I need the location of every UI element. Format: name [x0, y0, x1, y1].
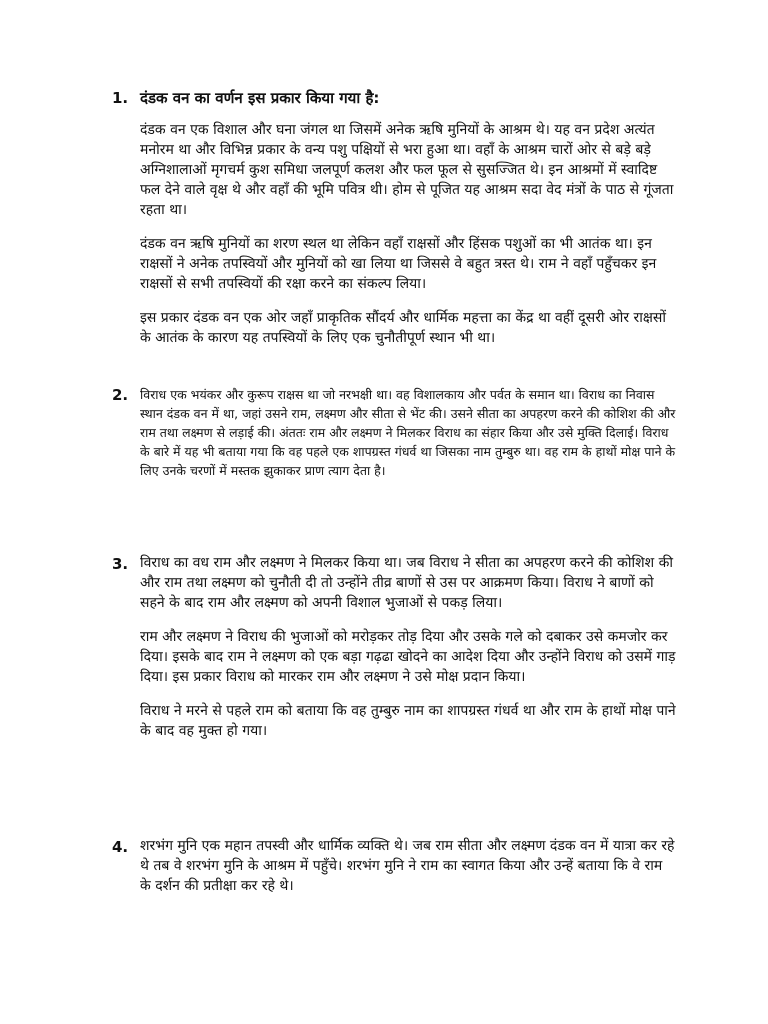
item-body	[140, 86, 676, 348]
section-heading: दंडक वन का वर्णन इस प्रकार किया गया है:	[140, 89, 380, 107]
item-number: 1.	[112, 89, 129, 107]
item-number: 3.	[112, 555, 129, 573]
paragraph: शरभंग मुनि एक महान तपस्वी और धार्मिक व्यक्ति थे। जब राम सीता और लक्ष्मण दंडक वन में यात्रा कर रहे थे तब वे शरभंग मुनि के आश्रम में पहुँचे। शरभंग मुनि ने राम का स्वागत किया और उन्हें बताया कि वे राम के दर्शन की प्रतीक्षा कर रहे थे।	[140, 838, 675, 894]
paragraph: विराध ने मरने से पहले राम को बताया कि वह तुम्बुरु नाम का शापग्रस्त गंधर्व था और राम के हाथों मोक्ष पाने के बाद वह मुक्त हो गया।	[140, 703, 676, 739]
item-number: 2.	[112, 386, 129, 404]
paragraph: इस प्रकार दंडक वन एक ओर जहाँ प्राकृतिक सौंदर्य और धार्मिक महत्ता का केंद्र था वहीं दूसरी ओर राक्षसों के आतंक के कारण यह तपस्वियों के लिए एक चुनौतीपूर्ण स्थान भी था।	[140, 310, 666, 346]
paragraph: दंडक वन एक विशाल और घना जंगल था जिसमें अनेक ऋषि मुनियों के आश्रम थे। यह वन प्रदेश अत्यंत मनोरम था और विभिन्न प्रकार के वन्य पशु पक्षियों से भरा हुआ था। वहाँ के आश्रम चारों ओर से बड़े बड़े अग्निशालाओं मृगचर्म कुश समिधा जलपूर्ण कलश और फल फूल से सुसज्जित थे। इन आश्रमों में स्वादिष्ट फल देने वाले वृक्ष थे और वहाँ की भूमि पवित्र थी। होम से पूजित यह आश्रम सदा वेद मंत्रों के पाठ से गूंजता रहता था।	[140, 122, 674, 218]
item-body	[140, 385, 676, 480]
paragraph: दंडक वन ऋषि मुनियों का शरण स्थल था लेकिन वहाँ राक्षसों और हिंसक पशुओं का भी आतंक था। इन राक्षसों ने अनेक तपस्वियों और मुनियों को खा लिया था जिससे वे बहुत त्रस्त थे। राम ने वहाँ पहुँचकर इन राक्षसों से सभी तपस्वियों की रक्षा करने का संकल्प लिया।	[140, 236, 657, 292]
item-body	[140, 553, 676, 741]
paragraph: राम और लक्ष्मण ने विराध की भुजाओं को मरोड़कर तोड़ दिया और उसके गले को दबाकर उसे कमजोर कर दिया। इसके बाद राम ने लक्ष्मण को एक बड़ा गढ़ढा खोदने का आदेश दिया और उन्होंने विराध को उसमें गाड़ दिया। इस प्रकार विराध को मारकर राम और लक्ष्मण ने उसे मोक्ष प्रदान किया।	[140, 629, 676, 685]
paragraph: विराध एक भयंकर और कुरूप राक्षस था जो नरभक्षी था। वह विशालकाय और पर्वत के समान था। विराध का निवास स्थान दंडक वन में था, जहां उसने राम, लक्ष्मण और सीता से भेंट की। उसने सीता का अपहरण करने की कोशिश की और राम तथा लक्ष्मण से लड़ाई की। अंततः राम और लक्ष्मण ने मिलकर विराध का संहार किया और उसे मुक्ति दिलाई। विराध के बारे में यह भी बताया गया कि वह पहले एक शापग्रस्त गंधर्व था जिसका नाम तुम्बुरु था। वह राम के हाथों मोक्ष पाने के लिए उनके चरणों में मस्तक झुकाकर प्राण त्याग देता है।	[140, 387, 676, 478]
paragraph: विराध का वध राम और लक्ष्मण ने मिलकर किया था। जब विराध ने सीता का अपहरण करने की कोशिश की और राम तथा लक्ष्मण को चुनौती दी तो उन्होंने तीव्र बाणों से उस पर आक्रमण किया। विराध ने बाणों को सहने के बाद राम और लक्ष्मण को अपनी विशाल भुजाओं से पकड़ लिया।	[140, 555, 673, 611]
item-number: 4.	[112, 838, 129, 856]
item-body	[140, 836, 676, 896]
